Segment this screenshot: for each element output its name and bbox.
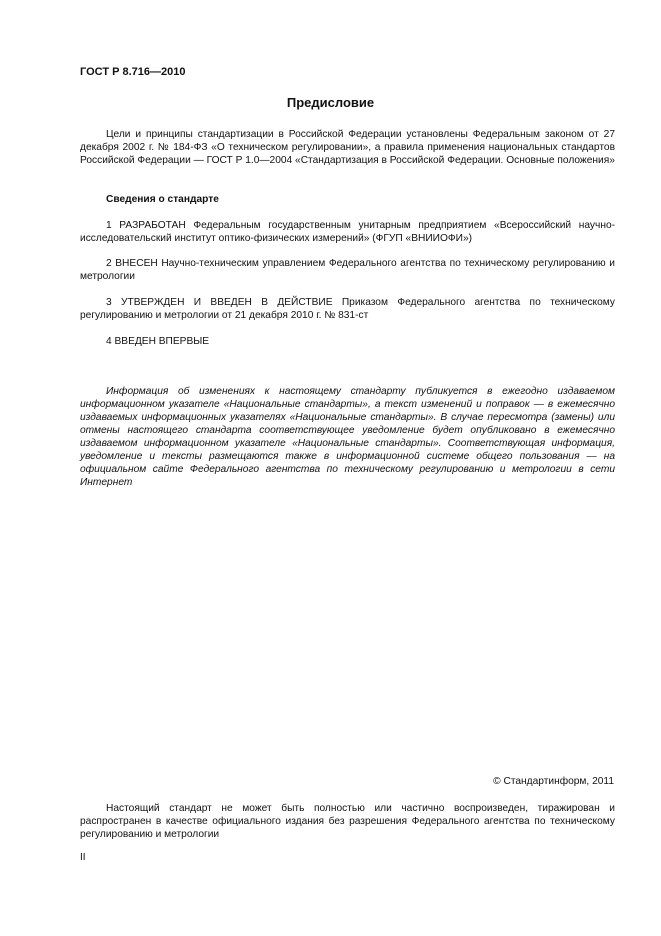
page-number: II <box>80 852 86 863</box>
info-heading: Сведения о стандарте <box>106 194 219 205</box>
reproduction-notice: Настоящий стандарт не может быть полностью или частично воспроизведен, тиражирован и распространен в качестве официального издания без разрешения Федерального агентства по техническому регулированию и метрологии <box>80 803 615 840</box>
page-title: Предисловие <box>286 95 375 110</box>
item-approved: 3 УТВЕРЖДЕН И ВВЕДЕН В ДЕЙСТВИЕ Приказом Федерального агентства по техническому регулированию и метрологии от 21 декабря 2010 г. № 831-ст <box>80 297 615 321</box>
document-code: ГОСТ Р 8.716—2010 <box>80 66 186 78</box>
item-developed: 1 РАЗРАБОТАН Федеральным государственным унитарным предприятием «Всероссийский научно-исследовательский институт оптико-физических измерений» (ФГУП «ВНИИОФИ») <box>80 220 615 244</box>
intro-paragraph: Цели и принципы стандартизации в Российской Федерации установлены Федеральным законом от 27 декабря 2002 г. № 184-ФЗ «О техническом регулировании», а правила применения национальных стандартов Российской Федерации — ГОСТ Р 1.0—2004 «Стандартизация в Российской Федерации. Основные положения» <box>80 129 615 166</box>
copyright-line: © Стандартинформ, 2011 <box>493 776 614 787</box>
changes-notice: Информация об изменениях к настоящему стандарту публикуется в ежегодно издаваемом информационном указателе «Национальные стандарты», а текст изменений и поправок — в ежемесячно издаваемых информационных указателях «Национальные стандарты». В случае пересмотра (замены) или отмены настоящего стандарта соответствующее уведомление будет опубликовано в ежемесячно издаваемом информационном указателе «Национальные стандарты». Соответствующая информация, уведомление и тексты размещаются также в информационной системе общего пользования — на официальном сайте Федерального агентства по техническому регулированию и метрологии в сети Интернет <box>80 386 615 488</box>
item-first-introduced: 4 ВВЕДЕН ВПЕРВЫЕ <box>106 336 210 347</box>
item-submitted: 2 ВНЕСЕН Научно-техническим управлением Федерального агентства по техническому регулированию и метрологии <box>80 258 615 282</box>
